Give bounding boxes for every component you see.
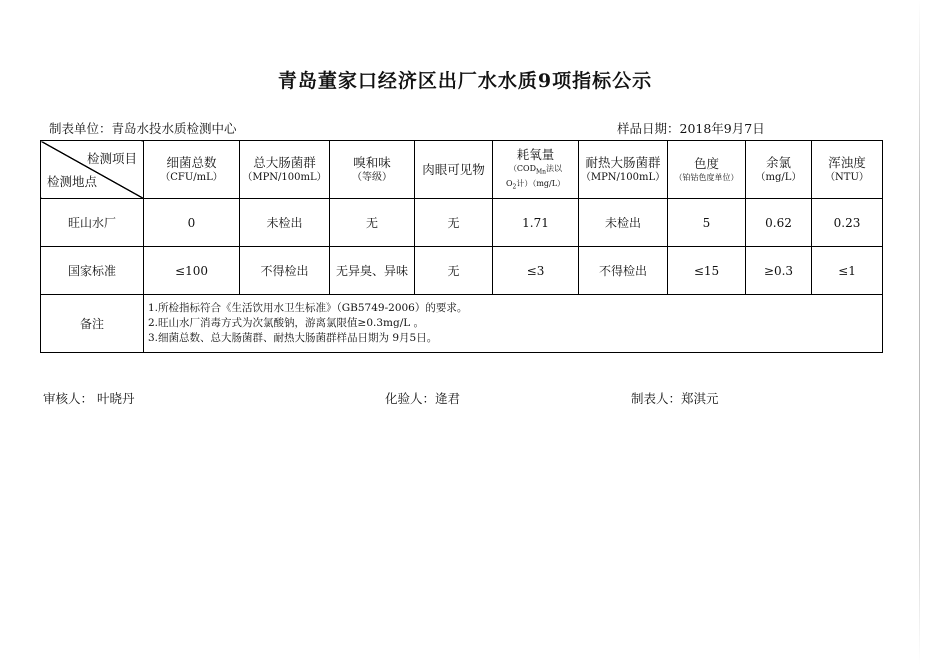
row-site: 旺山水厂 [41, 199, 144, 247]
table-cell: ≤100 [144, 247, 240, 295]
header-unit-2: $O_2$计）（mg/L） [505, 178, 566, 191]
water-quality-table [40, 140, 883, 353]
notes-row [41, 295, 883, 353]
header-name: 耐热大肠菌群 [585, 155, 661, 170]
header-color [668, 141, 746, 199]
header-unit: （等级） [352, 172, 392, 183]
table-cell: ≥0.3 [746, 247, 812, 295]
header-residual-chlorine [746, 141, 812, 199]
preparer-signature: 制表人：郑淇元 [631, 391, 719, 406]
header-unit: （MPN/100mL） [242, 172, 327, 183]
corner-top-label: 检测项目 [86, 151, 137, 166]
table-cell: ≤1 [812, 247, 883, 295]
reviewer-signature: 审核人： 叶晓丹 [43, 391, 135, 406]
header-name: 余氯 [765, 155, 791, 170]
header-oxygen-consumption [493, 141, 579, 199]
header-turbidity [812, 141, 883, 199]
unit-label: 制表单位：青岛水投水质检测中心 [49, 121, 237, 136]
header-unit: （CFU/mL） [160, 172, 223, 183]
header-name: 总大肠菌群 [253, 155, 316, 170]
header-unit: （NTU） [825, 172, 869, 183]
table-cell: 无 [330, 199, 415, 247]
row-site: 国家标准 [41, 247, 144, 295]
header-coliform [240, 141, 330, 199]
table-row [41, 199, 883, 247]
table-cell: 未检出 [579, 199, 668, 247]
header-unit: （mg/L） [755, 172, 802, 183]
corner-header [41, 141, 144, 199]
header-name: 细菌总数 [166, 155, 217, 170]
header-bacteria [144, 141, 240, 199]
note-line: 3.细菌总数、总大肠菌群、耐热大肠菌群样品日期为 9月5日。 [148, 332, 438, 344]
header-visible-matter [415, 141, 493, 199]
note-line: 1.所检指标符合《生活饮用水卫生标准》（GB5749-2006）的要求。 [148, 302, 468, 314]
notes-label: 备注 [41, 295, 144, 353]
header-unit: （MPN/100mL） [580, 172, 666, 183]
note-line: 2.旺山水厂消毒方式为次氯酸钠，游离氯限值≥0.3mg/L 。 [148, 317, 425, 329]
header-name: 嗅和味 [353, 155, 391, 170]
header-name: 肉眼可见物 [422, 161, 485, 177]
table-cell: 0 [144, 199, 240, 247]
table-cell: 无 [415, 199, 493, 247]
table-cell: 不得检出 [240, 247, 330, 295]
table-cell: 0.23 [812, 199, 883, 247]
header-unit: （铂钴色度单位） [674, 173, 739, 182]
table-cell: 5 [668, 199, 746, 247]
scan-edge-divider [919, 0, 920, 665]
table-cell: ≤15 [668, 247, 746, 295]
table-cell: 无 [415, 247, 493, 295]
table-cell: 无异臭、异味 [330, 247, 415, 295]
table-row [41, 247, 883, 295]
header-name: 色度 [693, 156, 719, 171]
corner-bottom-label: 检测地点 [47, 174, 98, 189]
header-thermo-coliform [579, 141, 668, 199]
table-cell: 不得检出 [579, 247, 668, 295]
header-odor [330, 141, 415, 199]
sample-date: 样品日期：2018年9月7日 [617, 121, 765, 136]
tester-signature: 化验人：逄君 [385, 391, 461, 406]
header-unit: （$COD_{Mn}$法以 [508, 163, 563, 176]
document-title: 青岛董家口经济区出厂水水质9项指标公示 [277, 70, 653, 92]
header-name: 耗氧量 [516, 146, 555, 162]
header-row [41, 141, 883, 199]
notes-content [144, 295, 883, 353]
table-cell: 0.62 [746, 199, 812, 247]
table-cell: ≤3 [493, 247, 579, 295]
table-cell: 未检出 [240, 199, 330, 247]
table-cell: 1.71 [493, 199, 579, 247]
header-name: 浑浊度 [828, 155, 866, 170]
